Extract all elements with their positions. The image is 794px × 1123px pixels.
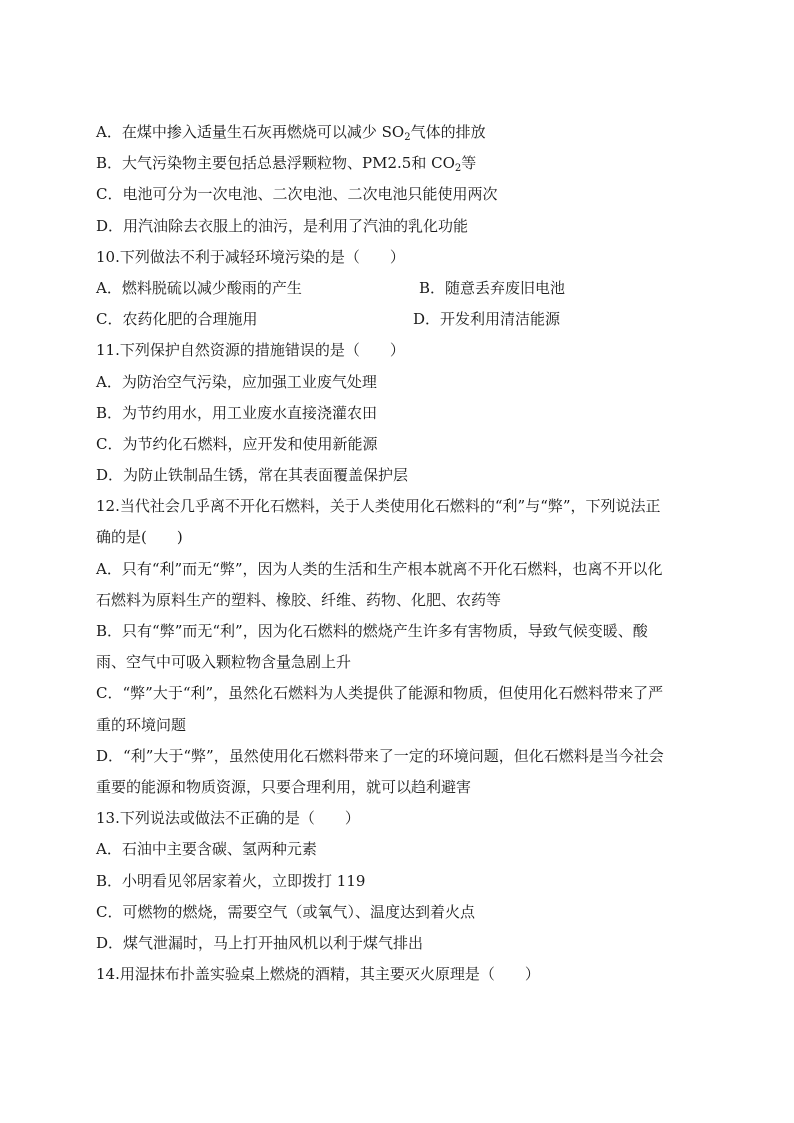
q10-option-d: D．开发利用清洁能源 — [413, 310, 561, 329]
q11-stem: 11.下列保护自然资源的措施错误的是（ ） — [96, 341, 405, 360]
q12-option-c-line-1: C．“弊”大于“利”，虽然化石燃料为人类提供了能源和物质，但使用化石燃料带来了严 — [96, 684, 664, 703]
q9-option-a-suffix: 气体的排放 — [410, 123, 486, 141]
question-13 — [96, 803, 706, 959]
q12-stem-line-1: 12.当代社会几乎离不开化石燃料，关于人类使用化石燃料的“利”与“弊”，下列说法正 — [96, 497, 661, 516]
q10-option-c: C．农药化肥的合理施用 — [96, 310, 258, 329]
q9-option-b-prefix: B．大气污染物主要包括总悬浮颗粒物、PM2.5和 CO — [96, 154, 455, 173]
q12-stem-line-2: 确的是( ) — [96, 528, 183, 547]
question-9-options — [96, 117, 706, 242]
question-10 — [96, 242, 706, 336]
q13-option-d: D．煤气泄漏时，马上打开抽风机以利于煤气排出 — [96, 933, 424, 952]
q10-option-b: B．随意丢弃废旧电池 — [419, 278, 566, 297]
q10-stem: 10.下列做法不利于减轻环境污染的是（ ） — [96, 247, 405, 266]
q11-option-a: A．为防治空气污染，应加强工业废气处理 — [96, 372, 377, 391]
q9-option-b — [96, 148, 706, 179]
q10-options-row-2 — [96, 304, 706, 335]
q12-option-c-line-2: 重的环境问题 — [96, 715, 187, 734]
question-14 — [96, 959, 706, 990]
q9-option-b-subscript: 2 — [454, 163, 462, 175]
question-11 — [96, 335, 706, 491]
q14-stem: 14.用湿抹布扑盖实验桌上燃烧的酒精，其主要灭火原理是（ ） — [96, 965, 540, 984]
q9-option-a-subscript: 2 — [404, 132, 411, 143]
q12-option-a-line-2: 石燃料为原料生产的塑料、橡胶、纤维、药物、化肥、农药等 — [96, 590, 502, 609]
q12-option-a-line-1: A．只有“利”而无“弊”，因为人类的生活和生产根本就离不开化石燃料，也离不开以化 — [96, 559, 663, 578]
q11-option-d: D．为防止铁制品生锈，常在其表面覆盖保护层 — [96, 466, 409, 485]
q13-option-b: B．小明看见邻居家着火，立即拨打 119 — [96, 871, 366, 890]
q9-option-c: C．电池可分为一次电池、二次电池、二次电池只能使用两次 — [96, 185, 498, 204]
q11-option-c: C．为节约化石燃料，应开发和使用新能源 — [96, 434, 378, 453]
q12-option-d-line-2: 重要的能源和物质资源，只要合理利用，就可以趋利避害 — [96, 777, 472, 796]
q11-option-b: B．为节约用水，用工业废水直接浇灌农田 — [96, 403, 378, 422]
question-12 — [96, 491, 706, 803]
q9-option-b-suffix: 等 — [461, 154, 477, 173]
q10-option-a: A．燃料脱硫以减少酸雨的产生 — [96, 278, 302, 297]
q10-options-row-1 — [96, 273, 706, 304]
q9-option-d: D．用汽油除去衣服上的油污，是利用了汽油的乳化功能 — [96, 216, 469, 235]
q9-option-a — [96, 117, 706, 148]
q9-option-a-prefix: A．在煤中掺入适量生石灰再燃烧可以减少 SO — [96, 123, 405, 141]
q13-option-a: A．石油中主要含碳、氢两种元素 — [96, 840, 317, 859]
q13-option-c: C．可燃物的燃烧，需要空气（或氧气）、温度达到着火点 — [96, 902, 475, 921]
question-content — [96, 117, 706, 990]
q12-option-b-line-1: B．只有“弊”而无“利”，因为化石燃料的燃烧产生许多有害物质，导致气候变暖、酸 — [96, 622, 648, 640]
q12-option-b-line-2: 雨、空气中可吸入颗粒物含量急剧上升 — [96, 653, 352, 672]
q13-stem: 13.下列说法或做法不正确的是（ ） — [96, 809, 360, 828]
q12-option-d-line-1: D．“利”大于“弊”，虽然使用化石燃料带来了一定的环境问题，但化石燃料是当今社会 — [96, 746, 664, 765]
